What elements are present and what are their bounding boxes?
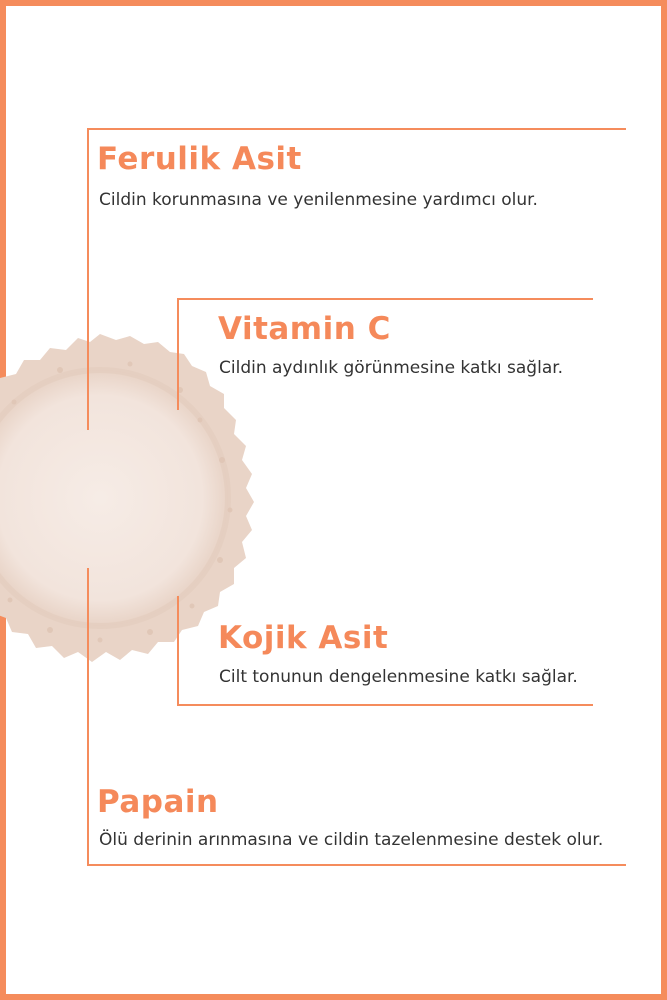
connector-line: [177, 298, 593, 300]
ingredient-title: Papain: [97, 784, 219, 820]
connector-line: [87, 568, 89, 866]
connector-line: [177, 704, 593, 706]
connector-line: [177, 298, 179, 410]
ingredient-description: Cildin aydınlık görünmesine katkı sağlar.: [219, 358, 564, 378]
ingredient-title: Vitamin C: [218, 311, 391, 347]
ingredient-description: Cildin korunmasına ve yenilenmesine yardımcı olur.: [99, 190, 538, 210]
connector-line: [87, 128, 626, 130]
loose-powder-image: [0, 330, 270, 670]
ingredient-description: Cilt tonunun dengelenmesine katkı sağlar.: [219, 667, 578, 687]
ingredient-title: Ferulik Asit: [97, 141, 302, 177]
connector-line: [87, 864, 626, 866]
connector-line: [87, 128, 89, 430]
ingredient-description: Ölü derinin arınmasına ve cildin tazelenmesine destek olur.: [99, 830, 604, 850]
connector-line: [177, 596, 179, 706]
ingredient-title: Kojik Asit: [218, 620, 389, 656]
